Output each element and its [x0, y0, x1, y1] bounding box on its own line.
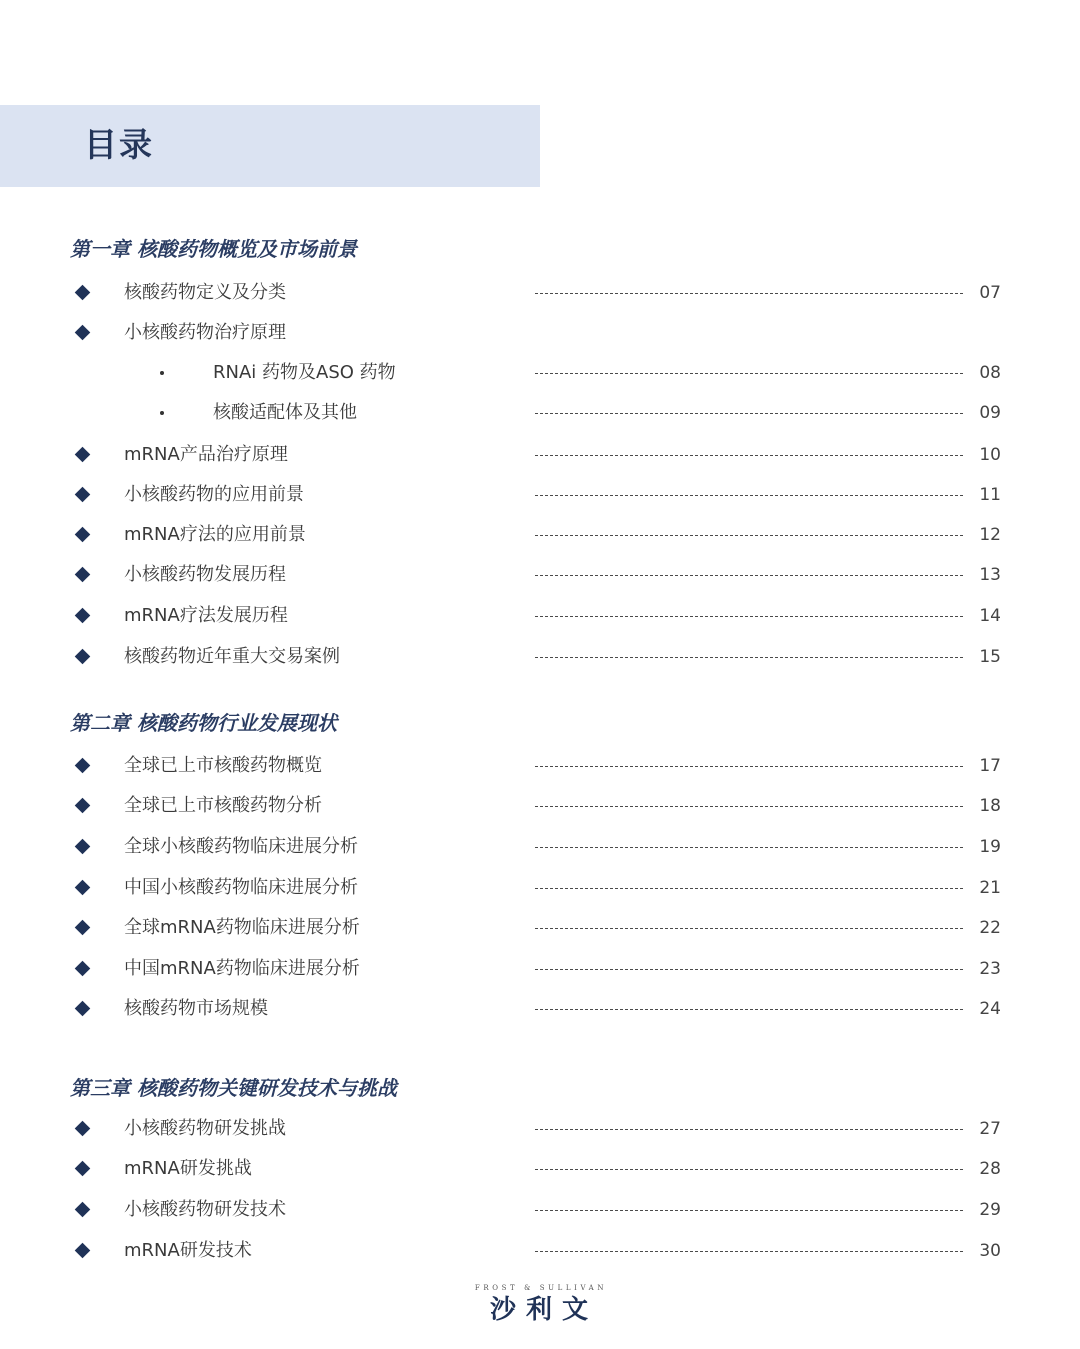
toc-page-number: 18	[979, 796, 1001, 816]
toc-page-number: 19	[979, 837, 1001, 857]
toc-entry-label: 小核酸药物研发挑战	[124, 1118, 286, 1139]
toc-entry[interactable]	[0, 1156, 1080, 1186]
toc-entry[interactable]	[0, 482, 1080, 512]
diamond-bullet-icon	[75, 1243, 91, 1259]
toc-entry[interactable]	[0, 603, 1080, 633]
toc-page-number: 10	[979, 445, 1001, 465]
dotted-leader	[535, 495, 963, 496]
toc-entry-label: 核酸药物市场规模	[124, 998, 268, 1019]
diamond-bullet-icon	[75, 961, 91, 977]
toc-entry-label: 全球已上市核酸药物分析	[124, 795, 322, 816]
dotted-leader	[535, 888, 963, 889]
toc-entry-label: mRNA研发挑战	[124, 1158, 252, 1179]
toc-entry[interactable]	[0, 320, 1080, 350]
dotted-leader	[535, 1169, 963, 1170]
toc-subentry[interactable]	[0, 400, 1080, 430]
toc-entry-label: 小核酸药物发展历程	[124, 564, 286, 585]
toc-entry-label: 核酸适配体及其他	[213, 402, 357, 423]
toc-entry[interactable]	[0, 956, 1080, 986]
toc-entry[interactable]	[0, 915, 1080, 945]
toc-page-number: 14	[979, 606, 1001, 626]
diamond-bullet-icon	[75, 325, 91, 341]
toc-entry-label: 全球mRNA药物临床进展分析	[124, 917, 360, 938]
toc-page-number: 27	[979, 1119, 1001, 1139]
dotted-leader	[535, 1129, 963, 1130]
toc-entry[interactable]	[0, 753, 1080, 783]
toc-entry[interactable]	[0, 1116, 1080, 1146]
toc-entry-label: mRNA疗法的应用前景	[124, 524, 306, 545]
toc-entry-label: mRNA研发技术	[124, 1240, 252, 1261]
toc-entry-label: mRNA产品治疗原理	[124, 444, 288, 465]
dotted-leader	[535, 455, 963, 456]
diamond-bullet-icon	[75, 758, 91, 774]
toc-entry-label: 中国小核酸药物临床进展分析	[124, 877, 358, 898]
diamond-bullet-icon	[75, 880, 91, 896]
toc-entry[interactable]	[0, 996, 1080, 1026]
logo-chinese-text: 沙利文	[489, 1295, 598, 1325]
toc-page-number: 23	[979, 959, 1001, 979]
dotted-leader	[535, 657, 963, 658]
toc-entry-label: 小核酸药物治疗原理	[124, 322, 286, 343]
toc-page-number: 30	[979, 1241, 1001, 1261]
dotted-leader	[535, 928, 963, 929]
toc-entry[interactable]	[0, 644, 1080, 674]
toc-entry-label: 全球已上市核酸药物概览	[124, 755, 322, 776]
toc-entry[interactable]	[0, 1197, 1080, 1227]
page-title: 目录	[84, 125, 154, 164]
diamond-bullet-icon	[75, 1001, 91, 1017]
logo-english-text: FROST & SULLIVAN	[474, 1284, 608, 1292]
chapter-heading[interactable]: 第三章 核酸药物关键研发技术与挑战	[70, 1076, 397, 1100]
diamond-bullet-icon	[75, 567, 91, 583]
toc-entry[interactable]	[0, 1238, 1080, 1268]
toc-entry-label: RNAi 药物及ASO 药物	[213, 362, 396, 383]
toc-page-number: 09	[979, 403, 1001, 423]
dotted-leader	[535, 1210, 963, 1211]
toc-entry-label: 小核酸药物研发技术	[124, 1199, 286, 1220]
toc-page-number: 12	[979, 525, 1001, 545]
toc-page-number: 07	[979, 283, 1001, 303]
toc-entry[interactable]	[0, 522, 1080, 552]
toc-entry-label: 核酸药物定义及分类	[124, 282, 286, 303]
toc-page-number: 17	[979, 756, 1001, 776]
chapter-heading[interactable]: 第一章 核酸药物概览及市场前景	[70, 237, 357, 261]
diamond-bullet-icon	[75, 649, 91, 665]
toc-page-number: 15	[979, 647, 1001, 667]
chapter-heading[interactable]: 第二章 核酸药物行业发展现状	[70, 711, 337, 735]
diamond-bullet-icon	[75, 920, 91, 936]
frost-sullivan-logo	[470, 1283, 612, 1333]
diamond-bullet-icon	[75, 487, 91, 503]
toc-entry-label: mRNA疗法发展历程	[124, 605, 288, 626]
toc-entry[interactable]	[0, 834, 1080, 864]
dotted-leader	[535, 969, 963, 970]
toc-page-number: 24	[979, 999, 1001, 1019]
diamond-bullet-icon	[75, 1161, 91, 1177]
toc-subentry[interactable]	[0, 360, 1080, 390]
toc-entry-label: 核酸药物近年重大交易案例	[124, 646, 340, 667]
toc-page-number: 28	[979, 1159, 1001, 1179]
dotted-leader	[535, 413, 963, 414]
toc-entry[interactable]	[0, 442, 1080, 472]
diamond-bullet-icon	[75, 1202, 91, 1218]
toc-entry[interactable]	[0, 562, 1080, 592]
toc-entry[interactable]	[0, 793, 1080, 823]
diamond-bullet-icon	[75, 839, 91, 855]
diamond-bullet-icon	[75, 798, 91, 814]
toc-page-number: 21	[979, 878, 1001, 898]
dotted-leader	[535, 535, 963, 536]
toc-entry-label: 小核酸药物的应用前景	[124, 484, 304, 505]
toc-page-number: 29	[979, 1200, 1001, 1220]
title-band	[0, 105, 540, 187]
toc-entry-label: 全球小核酸药物临床进展分析	[124, 836, 358, 857]
dotted-leader	[535, 1251, 963, 1252]
diamond-bullet-icon	[75, 285, 91, 301]
toc-page-number: 11	[979, 485, 1001, 505]
dotted-leader	[535, 1009, 963, 1010]
toc-page-number: 08	[979, 363, 1001, 383]
toc-entry[interactable]	[0, 875, 1080, 905]
toc-entry[interactable]	[0, 280, 1080, 310]
dotted-leader	[535, 575, 963, 576]
diamond-bullet-icon	[75, 608, 91, 624]
diamond-bullet-icon	[75, 527, 91, 543]
dotted-leader	[535, 293, 963, 294]
bullet-dot-icon	[160, 411, 164, 415]
dotted-leader	[535, 616, 963, 617]
toc-page-number: 22	[979, 918, 1001, 938]
dotted-leader	[535, 847, 963, 848]
dotted-leader	[535, 766, 963, 767]
dotted-leader	[535, 373, 963, 374]
toc-page-number: 13	[979, 565, 1001, 585]
dotted-leader	[535, 806, 963, 807]
toc-entry-label: 中国mRNA药物临床进展分析	[124, 958, 360, 979]
bullet-dot-icon	[160, 371, 164, 375]
diamond-bullet-icon	[75, 447, 91, 463]
diamond-bullet-icon	[75, 1121, 91, 1137]
